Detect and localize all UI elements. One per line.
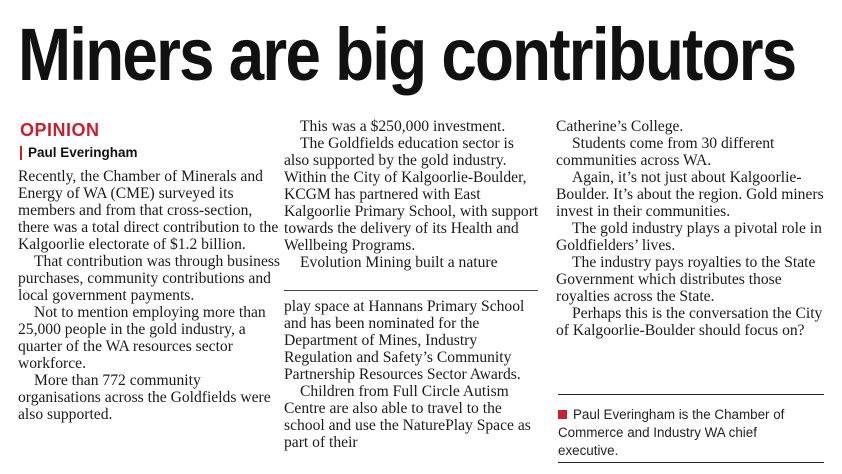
article-paragraph: Perhaps this is the conversation the City of Kalgoorlie-Boulder should focus on? [556, 305, 823, 339]
article-column-1 [18, 168, 280, 423]
author-byline: Paul Everingham [20, 146, 138, 160]
bio-top-rule [558, 394, 824, 395]
article-column-2-bottom [284, 298, 542, 451]
article-paragraph: Evolution Mining built a nature [300, 254, 498, 271]
author-bio-text: Paul Everingham is the Chamber of Commerce and Industry WA chief executive. [558, 407, 785, 458]
article-paragraph: Not to mention employing more than 25,000 people in the gold industry, a quarter of the WA resources sector workforce. [18, 304, 266, 372]
article-paragraph: More than 772 community organisations across the Goldfields were also supported. [18, 372, 271, 423]
bio-marker-icon [558, 410, 567, 419]
headline: Miners are big contributors [18, 13, 796, 96]
article-paragraph: That contribution was through business purchases, community contributions and local government payments. [18, 253, 281, 304]
article-column-2-top [284, 118, 542, 271]
article-paragraph: The gold industry plays a pivotal role in Goldfielders’ lives. [556, 220, 822, 254]
article-paragraph: Again, it’s not just about Kalgoorlie-Boulder. It’s about the region. Gold miners invest in their communities. [556, 169, 824, 220]
article-paragraph: The Goldfields education sector is also supported by the gold industry. Within the City of Kalgoorlie-Boulder, KCGM has partnered with East Kalgoorlie Primary School, with support towards the delivery of its Health and Wellbeing Programs. [284, 135, 539, 254]
article-column-3 [556, 118, 826, 339]
article-paragraph: Catherine’s College. [556, 118, 684, 135]
bio-bottom-rule [558, 462, 824, 463]
author-bio [558, 406, 820, 460]
article-paragraph: Children from Full Circle Autism Centre are also able to travel to the school and use the NaturePlay Space as part of their [284, 383, 531, 451]
article-paragraph: Recently, the Chamber of Minerals and Energy of WA (CME) surveyed its members and from that cross-section, there was a total direct contribution to the Kalgoorlie electorate of $1.2 billion. [18, 168, 279, 253]
section-label: OPINION [20, 120, 100, 140]
article-paragraph: The industry pays royalties to the State Government which distributes those royalties across the State. [556, 254, 816, 305]
article-paragraph: play space at Hannans Primary School and has been nominated for the Department of Mines, Industry Regulation and Safety’s Community Partnership Resources Sector Awards. [284, 298, 525, 383]
column-divider-rule [284, 290, 538, 291]
article-paragraph: Students come from 30 different communities across WA. [556, 135, 775, 169]
article-paragraph: This was a $250,000 investment. [300, 118, 506, 135]
